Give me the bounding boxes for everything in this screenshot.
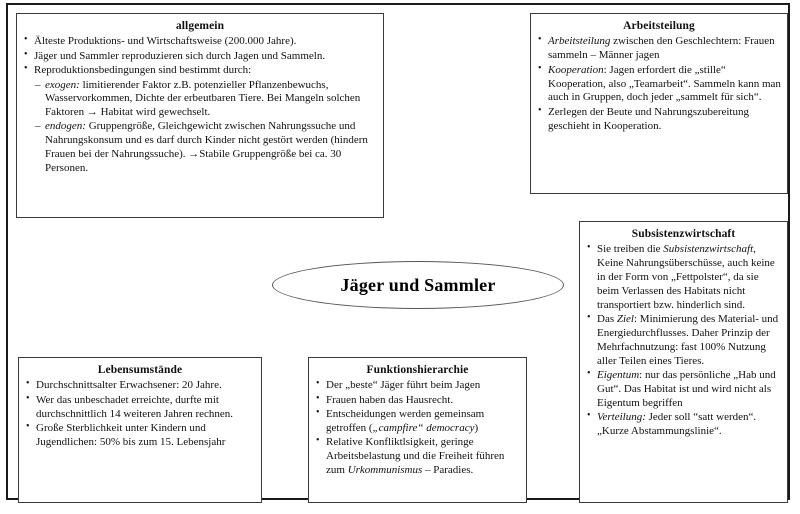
list-item-text: Jäger und Sammler reproduzieren sich durch Jagen und Sammeln.: [34, 49, 326, 62]
list-item: [537, 106, 781, 134]
center-node-ellipse[interactable]: [272, 261, 564, 309]
list-item: [586, 313, 781, 368]
bullet-list-subsistenzwirtschaft: [586, 243, 781, 439]
list-item: [586, 411, 781, 439]
diagram-outer-frame: [6, 3, 790, 500]
list-item-post: – Paradies.: [422, 464, 474, 477]
bullet-list-funktionshierarchie: [315, 379, 520, 478]
list-item-text: zwischen den Geschlechtern: Frauen sammeln – Männer jagen: [548, 35, 775, 62]
node-title-funktionshierarchie: Funktionshierarchie: [366, 364, 469, 376]
list-item-pre: Sie treiben die: [597, 243, 664, 256]
list-item-lead: exogen:: [45, 78, 80, 91]
node-title-arbeitsteilung: Arbeitsteilung: [623, 20, 695, 32]
node-box-subsistenzwirtschaft[interactable]: [579, 221, 788, 503]
node-box-funktionshierarchie[interactable]: [308, 357, 527, 503]
list-item-pre: Entscheidungen werden gemeinsam getroffen (: [326, 408, 485, 435]
list-item: [586, 243, 781, 312]
list-item-lead: Arbeitsteilung: [548, 35, 611, 48]
list-item-text: Gruppengröße, Gleichgewicht zwischen Nahrungssuche und Nahrungskonsum und es darf durch Kinder nicht gestört werden (hindern Frauen bei der Nahrungssuche). →Stabile Gruppengröße bei ca. 30 Personen.: [45, 120, 368, 174]
list-item-lead: Ziel: [616, 313, 634, 326]
list-item-text: Jeder soll “satt werden“. „Kurze Abstammungslinie“.: [597, 411, 757, 438]
list-item-text: : Minimierung des Material- und Energiedurchflusses. Daher Prinzip der Mehrfachnutzung: fast 100% Nutzung aller Teilen eines Tieres.: [597, 313, 779, 367]
list-item-pre: Der „beste“ Jäger führt beim Jagen: [326, 379, 481, 392]
list-item: [315, 379, 520, 393]
bullet-list-lebensumstaende: [25, 379, 255, 449]
list-item: [35, 120, 377, 175]
list-item-text: Zerlegen der Beute und Nahrungszubereitung geschieht in Kooperation.: [548, 105, 749, 132]
list-item: [25, 379, 255, 393]
center-node-label: Jäger und Sammler: [340, 274, 496, 295]
list-item-text: Älteste Produktions- und Wirtschaftsweise (200.000 Jahre).: [34, 35, 297, 48]
list-item-pre: Frauen haben das Hausrecht.: [326, 393, 454, 406]
list-item: [23, 64, 377, 78]
list-item-text: limitierender Faktor z.B. potenzieller Pflanzenbewuchs, Wasservorkommen, Dichte der erbeutbaren Tiere. Bei Mangeln solchen Faktoren → Habitat wird gewechselt.: [45, 78, 361, 119]
list-item: [25, 394, 255, 422]
list-item-text: Reproduktionsbedingungen sind bestimmt durch:: [34, 64, 252, 77]
node-box-allgemein[interactable]: [16, 13, 384, 218]
list-item: [23, 35, 377, 49]
list-item: [537, 64, 781, 106]
list-item-post: ): [474, 422, 479, 435]
list-item: [35, 79, 377, 121]
list-item-lead: „campfire“ democracy: [372, 422, 475, 435]
list-item-lead: endogen:: [45, 120, 86, 133]
list-item: [315, 436, 520, 478]
node-box-lebensumstaende[interactable]: [18, 357, 262, 503]
bullet-list-allgemein: [23, 35, 377, 78]
list-item-pre: Das: [597, 313, 617, 326]
list-item-text: : nur das persönliche „Hab und Gut“. Das Habitat ist und wird nicht als Eigentum begriffen: [597, 369, 776, 409]
list-item: [315, 408, 520, 436]
list-item-lead: Verteilung:: [597, 411, 646, 424]
list-item-lead: Subsistenzwirtschaft: [663, 243, 754, 256]
bullet-list-arbeitsteilung: [537, 35, 781, 133]
node-box-arbeitsteilung[interactable]: [530, 13, 788, 194]
node-title-lebensumstaende: Lebensumstände: [97, 364, 183, 376]
list-item-text: : Jagen erfordert die „stille“ Kooperation, also „Teamarbeit“. Sammeln kann man auch in Gruppen, doch jeder „sammelt für sich“.: [548, 63, 781, 104]
list-item-lead: Kooperation: [548, 63, 604, 76]
list-item: [315, 394, 520, 408]
list-item: [25, 422, 255, 450]
list-item-text: Durchschnittsalter Erwachsener: 20 Jahre.: [36, 379, 222, 392]
list-item-lead: Urkommunismus: [347, 464, 423, 477]
list-item: [586, 369, 781, 411]
node-title-allgemein: allgemein: [175, 20, 225, 32]
node-title-subsistenzwirtschaft: Subsistenzwirtschaft: [631, 228, 736, 240]
list-item: [537, 35, 781, 63]
list-item-lead: Eigentum: [597, 369, 640, 382]
list-item-text: Wer das unbeschadet erreichte, durfte mit durchschnittlich 14 weiteren Jahren rechnen.: [36, 393, 234, 420]
list-item: [23, 50, 377, 64]
sub-list-allgemein: [23, 79, 377, 176]
list-item-text: , Keine Nahrungsüberschüsse, auch keine in der Form von „Fettpolster“, da sie beim Verlassen des Habitats nicht transportiert bzw. hinderlich sind.: [597, 243, 775, 311]
list-item-pre: Relative Konfliktlsigkeit, geringe Arbeitsbelastung und die Freiheit führen zum: [326, 436, 505, 477]
list-item-text: Große Sterblichkeit unter Kindern und Jugendlichen: 50% bis zum 15. Lebensjahr: [36, 422, 226, 448]
